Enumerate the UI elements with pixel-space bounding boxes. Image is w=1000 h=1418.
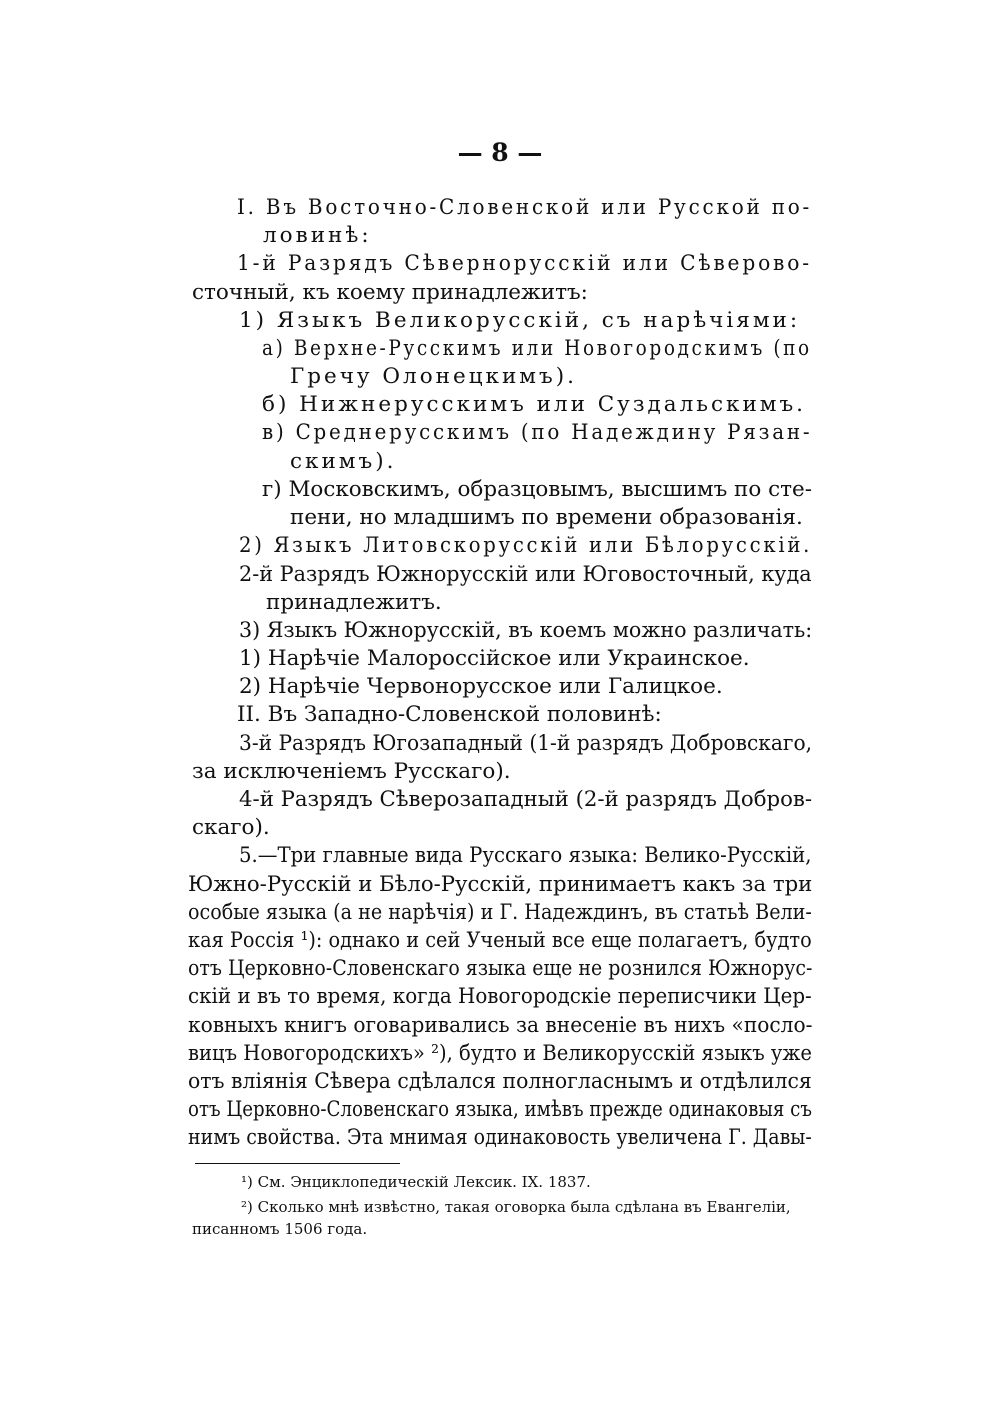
text-line: скаго).: [192, 815, 270, 840]
footnote: ²) Сколько мнѣ извѣстно, такая оговорка была сдѣлана въ Евангеліи,: [241, 1198, 791, 1216]
text-line: отъ вліянія Сѣвера сдѣлался полногласнымъ и отдѣлился: [188, 1069, 812, 1094]
text-line: отъ Церковно-Словенскаго языка еще не рознился Южнорус-: [188, 956, 813, 981]
text-line: а) Верхне-Русскимъ или Новогородскимъ (по: [262, 336, 812, 361]
text-line: 1-й Разрядъ Сѣвернорусскій или Сѣверово-: [237, 251, 812, 276]
text-line: ковныхъ книгъ оговаривались за внесеніе въ нихъ «посло-: [188, 1013, 813, 1038]
text-line: сточный, къ коему принадлежитъ:: [192, 280, 588, 305]
text-line: скимъ).: [290, 449, 397, 474]
text-line: вицъ Новогородскихъ» ²), будто и Великорусскій языкъ уже: [188, 1041, 812, 1066]
text-line: принадлежитъ.: [266, 590, 442, 615]
text-line: Гречу Олонецкимъ).: [290, 364, 577, 389]
text-line: 4-й Разрядъ Сѣверозападный (2-й разрядъ Добров-: [239, 787, 813, 812]
text-line: I. Въ Восточно-Словенской или Русской по-: [237, 195, 813, 220]
footnote: ¹) См. Энциклопедическій Лексик. IX. 1837.: [241, 1173, 591, 1191]
footnote-divider: [195, 1163, 400, 1164]
text-line: нимъ свойства. Эта мнимая одинаковость увеличена Г. Давы-: [188, 1125, 812, 1150]
text-line: 5.—Три главные вида Русскаго языка: Велико-Русскій,: [239, 843, 812, 868]
text-line: б) Нижнерусскимъ или Суздальскимъ.: [262, 392, 807, 417]
footnote: писанномъ 1506 года.: [192, 1220, 368, 1238]
text-line: 2) Нарѣчіе Червонорусское или Галицкое.: [239, 674, 723, 699]
text-line: Южно-Русскій и Бѣло-Русскій, принимаетъ какъ за три: [188, 872, 813, 897]
page-number: — 8 —: [457, 138, 543, 167]
text-line: 1) Нарѣчіе Малороссійское или Украинское.: [239, 646, 750, 671]
text-line: II. Въ Западно-Словенской половинѣ:: [237, 702, 662, 727]
text-line: скій и въ то время, когда Новогородскіе переписчики Цер-: [188, 984, 812, 1009]
text-line: пени, но младшимъ по времени образованія.: [290, 505, 803, 530]
text-line: особые языка (а не нарѣчія) и Г. Надеждинъ, въ статьѣ Вели-: [188, 900, 812, 925]
text-line: ловинѣ:: [263, 223, 372, 248]
text-line: в) Среднерусскимъ (по Надеждину Рязан-: [262, 420, 813, 445]
text-line: 3-й Разрядъ Югозападный (1-й разрядъ Добровскаго,: [239, 731, 812, 756]
text-line: отъ Церковно-Словенскаго языка, имѣвъ прежде одинаковыя съ: [188, 1097, 812, 1122]
text-line: г) Московскимъ, образцовымъ, высшимъ по сте-: [262, 477, 812, 502]
text-line: за исключеніемъ Русскаго).: [192, 759, 511, 784]
text-line: кая Россія ¹): однако и сей Ученый все еще полагаетъ, будто: [188, 928, 812, 953]
text-line: 3) Языкъ Южнорусскій, въ коемъ можно различать:: [239, 618, 813, 643]
text-line: 2-й Разрядъ Южнорусскій или Юговосточный, куда: [239, 562, 812, 587]
text-line: 2) Языкъ Литовскорусскій или Бѣлорусскій.: [239, 533, 813, 558]
text-line: 1) Языкъ Великорусскій, съ нарѣчіями:: [239, 308, 801, 333]
